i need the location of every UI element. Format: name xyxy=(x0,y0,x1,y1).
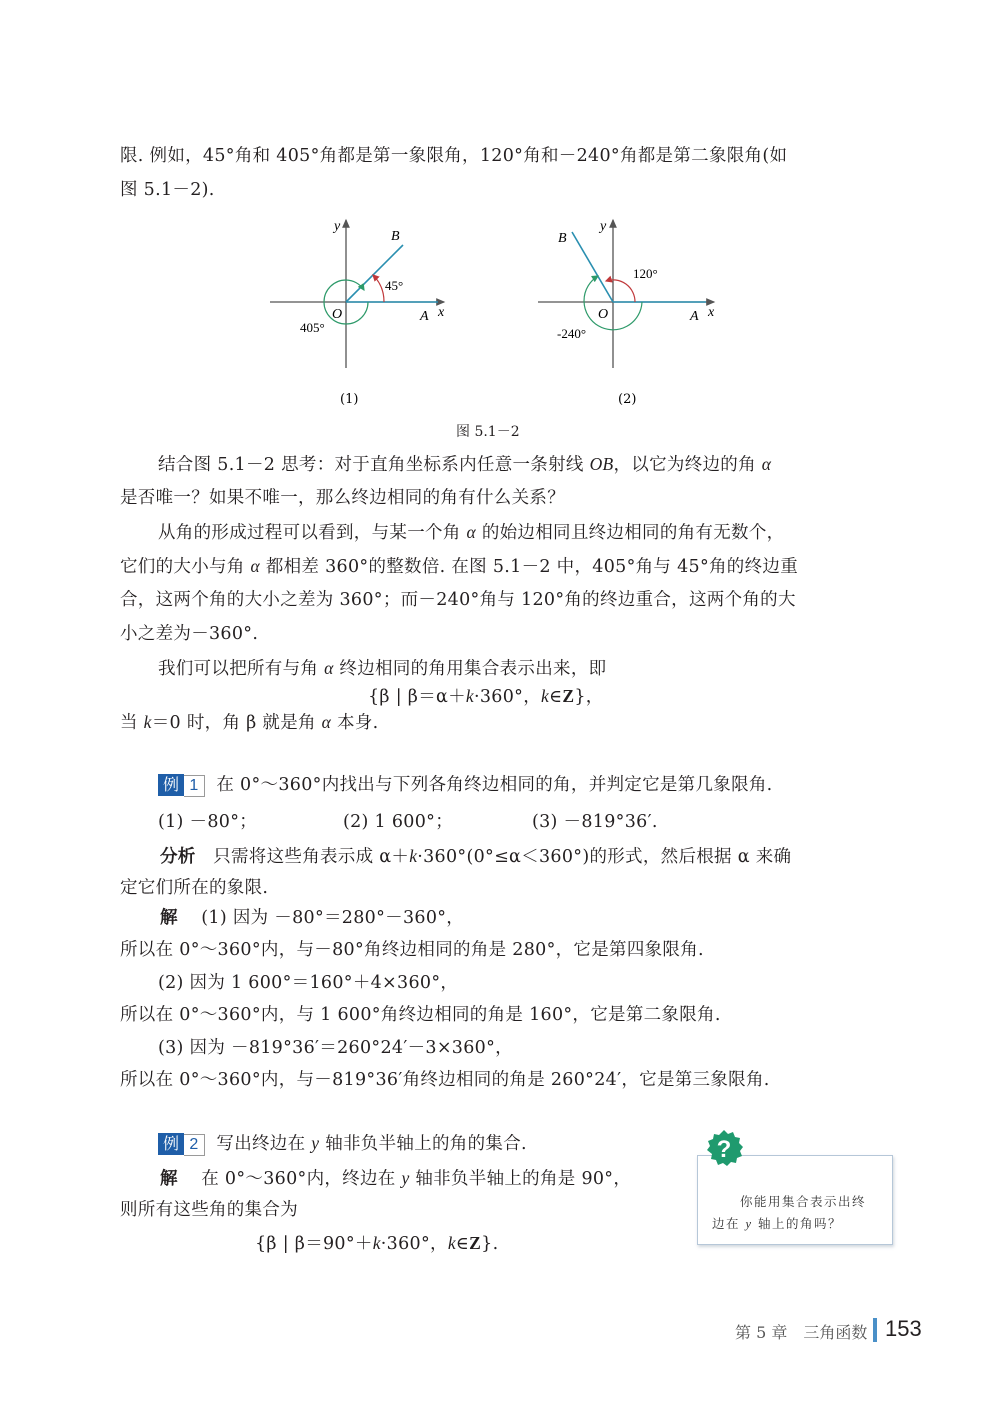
para-line-3: 合，这两个角的大小之差为 360°；而－240°角与 120°角的终边重合，这两个角的大 xyxy=(120,590,796,610)
math-k: k xyxy=(372,1233,381,1253)
sub-label-1: (1) xyxy=(340,392,359,407)
math-alpha: α xyxy=(321,712,332,732)
math-Z: Z xyxy=(469,1233,482,1253)
intro-line-2: 图 5.1－2). xyxy=(120,180,215,200)
example-2-tag xyxy=(158,1133,205,1155)
math-alpha: α xyxy=(466,522,476,542)
think-line-2: 是否唯一？如果不唯一，那么终边相同的角有什么关系？ xyxy=(120,488,565,508)
solution-line-5: (3) 因为 －819°36′＝260°24′－3×360°， xyxy=(158,1038,513,1058)
label-y: y xyxy=(600,219,607,234)
example-label: 例 xyxy=(158,774,184,796)
formula-part: {β | β＝90°＋ xyxy=(255,1234,373,1254)
footer-accent-bar xyxy=(873,1318,877,1342)
label-45: 45° xyxy=(385,278,404,293)
text: 在 0°～360°内，终边在 xyxy=(201,1169,402,1189)
para-line-4: 小之差为－360°. xyxy=(120,624,259,644)
math-k: k xyxy=(409,846,418,866)
ray-OB xyxy=(346,245,403,302)
figure-caption: 图 5.1－2 xyxy=(456,424,520,440)
analysis-line-1 xyxy=(160,848,791,867)
sub-label-2: (2) xyxy=(618,392,637,407)
math-alpha: α xyxy=(250,556,260,576)
solution-line-4: 所以在 0°～360°内，与 1 600°角终边相同的角是 160°，它是第二象限角. xyxy=(120,1005,721,1025)
para-line-1 xyxy=(158,524,784,543)
analysis-line-2: 定它们所在的象限. xyxy=(120,878,269,898)
text: 只需将这些角表示成 α＋ xyxy=(213,847,410,867)
set-formula xyxy=(368,688,604,707)
example-2-question xyxy=(158,1133,527,1155)
text: ＝0 时，角 β 就是角 xyxy=(151,713,322,733)
sidebox-line-2 xyxy=(712,1214,842,1232)
math-alpha: α xyxy=(324,658,334,678)
label-A: A xyxy=(420,309,429,324)
math-k: k xyxy=(541,686,550,706)
example-1-item-1: (1) －80°； xyxy=(158,812,258,832)
example-1-tag xyxy=(158,774,205,796)
label-x: x xyxy=(438,305,445,320)
question-badge-icon xyxy=(704,1128,744,1168)
text: 写出终边在 xyxy=(216,1133,312,1154)
figure-2-diagram xyxy=(530,210,730,410)
math-alpha: α xyxy=(761,454,772,474)
text: ·360°(0°≤α＜360°)的形式，然后根据 α 来确 xyxy=(417,847,792,867)
math-k: k xyxy=(143,712,152,732)
text: 终边相同的角用集合表示出来，即 xyxy=(333,659,607,679)
set-line-3 xyxy=(120,714,378,733)
example-number: 1 xyxy=(184,775,204,797)
figure-1-diagram xyxy=(260,210,460,410)
label-B: B xyxy=(391,229,400,244)
text: 它们的大小与角 xyxy=(120,557,251,577)
think-sidebox xyxy=(697,1155,893,1245)
math-OB: OB xyxy=(589,454,614,474)
text: 轴非负半轴上的角的集合. xyxy=(319,1133,527,1154)
text: ，以它为终边的角 xyxy=(613,455,762,475)
formula-part: }， xyxy=(574,687,604,707)
question-text xyxy=(216,1134,526,1154)
set-line-1 xyxy=(158,660,606,679)
solution-label: 解 xyxy=(160,908,178,928)
label-x: x xyxy=(708,305,715,320)
solution-line-2: 所以在 0°～360°内，与－80°角终边相同的角是 280°，它是第四象限角. xyxy=(120,940,704,960)
solution-line-3: (2) 因为 1 600°＝160°＋4×360°， xyxy=(158,973,459,993)
formula-part: {β | β＝α＋ xyxy=(368,687,466,707)
formula-part: }. xyxy=(481,1234,499,1254)
text: 边在 xyxy=(712,1216,746,1231)
example-1-question xyxy=(158,774,773,796)
example-label: 例 xyxy=(158,1133,184,1155)
example-2-solution-line-2: 则所有这些角的集合为 xyxy=(120,1200,298,1220)
label-O: O xyxy=(598,307,609,322)
text: 我们可以把所有与角 xyxy=(158,659,325,679)
question-text: 在 0°～360°内找出与下列各角终边相同的角，并判定它是第几象限角. xyxy=(216,774,773,795)
arc-45 xyxy=(373,275,384,302)
formula-part: ·360°， xyxy=(380,1234,448,1254)
text: 当 xyxy=(120,713,144,733)
example-2-solution-line-1 xyxy=(160,1170,631,1189)
formula-part: ∈ xyxy=(549,687,563,707)
intro-line-1: 限. 例如，45°角和 405°角都是第一象限角，120°角和－240°角都是第二象限角(如 xyxy=(120,146,788,166)
solution-label: 解 xyxy=(160,1169,178,1189)
example-2-formula xyxy=(255,1235,498,1254)
analysis-label: 分析 xyxy=(160,847,196,867)
text: (1) 因为 －80°＝280°－360°， xyxy=(201,908,465,928)
think-line-1 xyxy=(158,456,771,475)
solution-line-1 xyxy=(160,910,464,928)
ray-OB xyxy=(572,232,613,302)
label-y: y xyxy=(334,219,341,234)
example-1-item-3: (3) －819°36′. xyxy=(532,812,658,832)
text: 轴非负半轴上的角是 90°， xyxy=(409,1169,632,1189)
label-120: 120° xyxy=(633,266,658,281)
para-line-2 xyxy=(120,558,798,577)
text: 本身. xyxy=(331,713,379,733)
text: 从角的形成过程可以看到，与某一个角 xyxy=(158,523,467,543)
label-B: B xyxy=(558,231,567,246)
label-A: A xyxy=(690,309,699,324)
example-number: 2 xyxy=(184,1134,204,1156)
math-k: k xyxy=(447,1233,456,1253)
text: 结合图 5.1－2 思考：对于直角坐标系内任意一条射线 xyxy=(158,455,590,475)
formula-part: ·360°， xyxy=(474,687,542,707)
text: 都相差 360°的整数倍. 在图 5.1－2 中，405°角与 45°角的终边重 xyxy=(259,557,798,577)
formula-part: ∈ xyxy=(455,1234,470,1254)
math-Z: Z xyxy=(562,686,575,706)
example-1-item-2: (2) 1 600°； xyxy=(343,812,454,832)
text: 轴上的角吗？ xyxy=(752,1216,843,1231)
math-y: y xyxy=(401,1168,410,1188)
math-y: y xyxy=(745,1217,753,1231)
solution-line-6: 所以在 0°～360°内，与－819°36′角终边相同的角是 260°24′，它是第三象限角. xyxy=(120,1070,770,1090)
text: 的始边相同且终边相同的角有无数个， xyxy=(475,523,785,543)
sidebox-line-1: 你能用集合表示出终 xyxy=(740,1194,867,1209)
question-glyph: ? xyxy=(716,1136,732,1163)
page-footer xyxy=(735,1316,922,1343)
label-405: 405° xyxy=(300,320,325,335)
label-minus-240: -240° xyxy=(557,326,587,341)
chapter-title: 第 5 章 三角函数 xyxy=(735,1323,868,1342)
page-number: 153 xyxy=(885,1316,922,1341)
math-k: k xyxy=(465,686,474,706)
math-y: y xyxy=(311,1132,320,1153)
label-O: O xyxy=(332,307,343,322)
